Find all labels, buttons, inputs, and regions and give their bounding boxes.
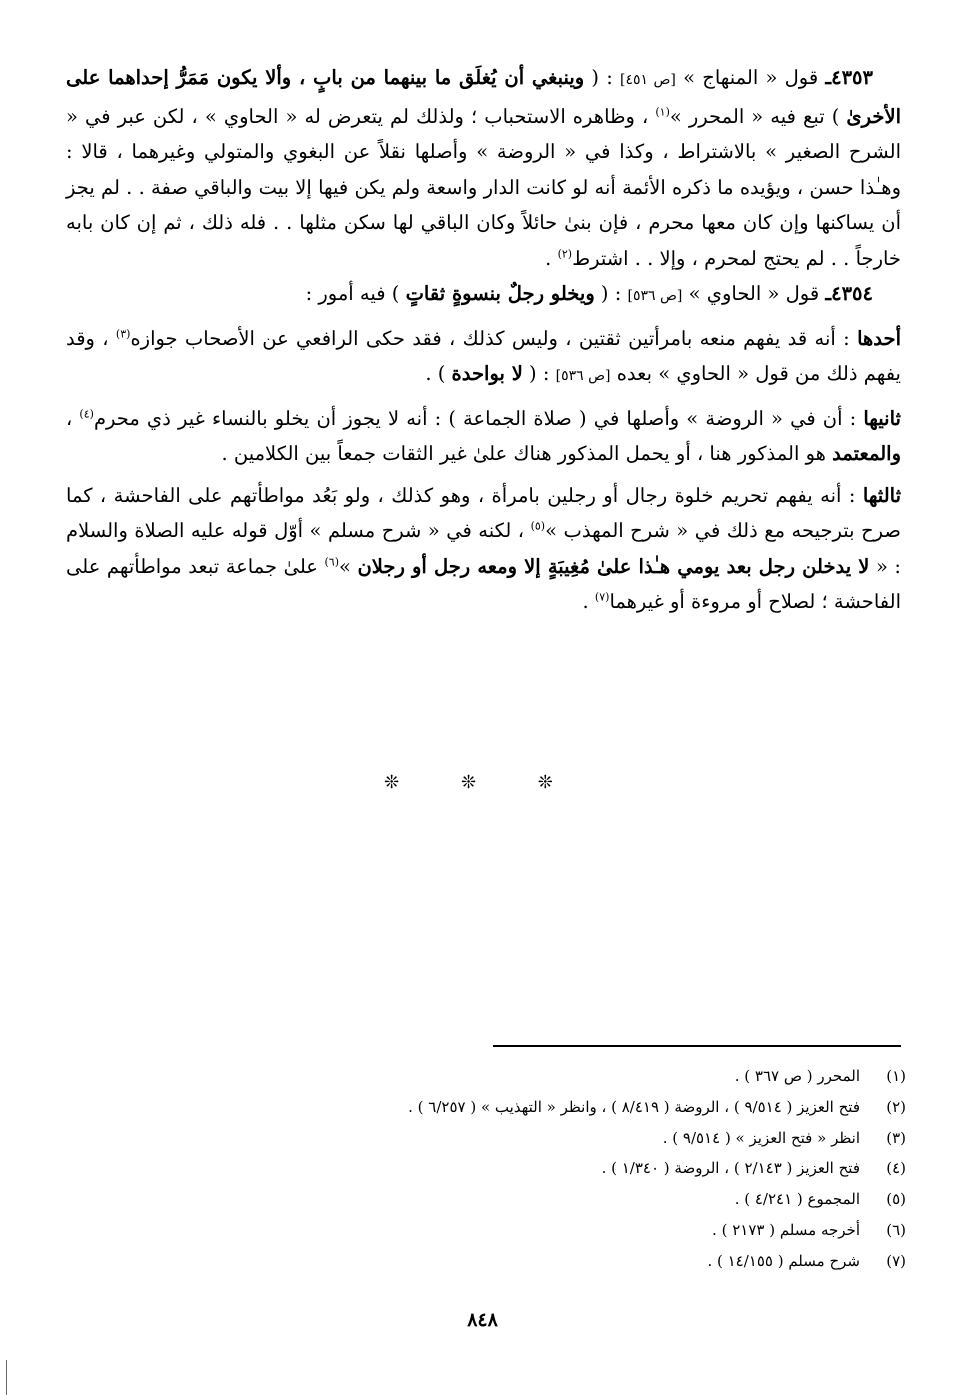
point-heading: ثانيها xyxy=(863,406,901,430)
footnote-item xyxy=(300,1061,906,1092)
footnote-marker: (٣) xyxy=(115,327,131,340)
footnote-item xyxy=(300,1123,906,1154)
footnote-number: (٤) xyxy=(886,1159,906,1178)
footnote-text: أخرجه مسلم ( ٢١٧٣ ) . xyxy=(712,1220,860,1239)
page-ref: [ص ٤٥١] xyxy=(620,72,676,88)
footnote-number: (٢) xyxy=(886,1097,906,1116)
emphasis-text: والمعتمد xyxy=(832,442,901,465)
footnote-marker: (٢) xyxy=(557,247,573,260)
footnote-text: انظر « فتح العزيز » ( ٩/٥١٤ ) . xyxy=(662,1128,860,1147)
paragraph-third: ثالثها : أنه يفهم تحريم خلوة رجال أو رجلين بامرأة ، وهو كذلك ، ولو بَعُد مواطأتهم على الفاحشة ، كما صرح بترجيحه مع ذلك في « شرح المهذب »$^{(٥)}$ ، لكنه في « شرح مسلم » أوّل قوله عليه الصلاة والسلام : « لا يدخلن رجل بعد يومي هـٰذا علىٰ مُغِيبَةٍ إلا ومعه رجل أو رجلان »$^{(٦)}$ علىٰ جماعة تبعد مواطأتهم على الفاحشة ؛ لصلاح أو مروءة أو غيرهما$^{(٧)}$ . xyxy=(66,483,901,613)
quoted-text: ويخلو رجلٌ بنسوةٍ ثقاتٍ xyxy=(405,282,595,305)
footnote-text: فتح العزيز ( ٢/١٤٣ ) ، الروضة ( ١/٣٤٠ ) . xyxy=(601,1159,860,1178)
footnote-number: (٣) xyxy=(886,1128,906,1147)
footnote-text: المجموع ( ٤/٢٤١ ) . xyxy=(734,1190,860,1209)
footnote-number: (١) xyxy=(886,1067,906,1085)
footnote-number: (٧) xyxy=(886,1251,906,1270)
page-ref: [ص ٥٣٦] xyxy=(627,288,683,304)
footnote-marker: (٥) xyxy=(530,519,546,533)
page-ref: [ص ٥٣٦] xyxy=(555,368,611,384)
paragraph-second: ثانيها : أن في « الروضة » وأصلها في ( صلاة الجماعة ) : أنه لا يجوز أن يخلو بالنساء غير ذي محرم$^{(٤)}$ ، والمعتمد هو المذكور هنا ، أو يحمل المذكور هناك علىٰ غير الثقات جمعاً بين الكلامين . xyxy=(66,406,901,465)
quoted-text: لا بواحدة xyxy=(451,362,523,385)
footnote-number: (٦) xyxy=(886,1220,906,1239)
footnote-marker: (٦) xyxy=(324,555,339,568)
footnote-marker: (١) xyxy=(655,105,670,118)
section-separator-stars: ❊ ❊ ❊ xyxy=(384,772,581,793)
quoted-text: وينبغي أن يُغلَق ما بينهما من بابٍ ، وألا يكون مَمَرُّ إحداهما على الأخرىٰ xyxy=(66,66,901,128)
main-text xyxy=(66,60,901,620)
footnote-marker: (٧) xyxy=(594,590,610,604)
footnotes xyxy=(300,1061,906,1277)
paragraph-4353: ٤٣٥٣ـ قول « المنهاج » [ص ٤٥١] : ( وينبغي أن يُغلَق ما بينهما من بابٍ ، وألا يكون مَمَرُّ إحداهما على الأخرىٰ ) تبع فيه « المحرر »$^{(١)}$ ، وظاهره الاستحباب ؛ ولذلك لم يتعرض له « الحاوي » ، لكن عبر في « الشرح الصغير » بالاشتراط ، وكذا في « الروضة » وأصلها نقلاً عن البغوي والمتولي وغيرهما ، قالا : وهـٰذا حسن ، ويؤيده ما ذكره الأئمة أنه لو كانت الدار واسعة ولم يكن فيها إلا بيت والباقي صفة . . لم يجز أن يساكنها وإن كان معها محرم ، فإن بنىٰ حائلاً وكان الباقي لها سكن مثلها . . فله ذلك ، ثم إن كان بابه خارجاً . . لم يحتج لمحرم ، وإلا . . اشترط$^{(٢)}$ . xyxy=(66,66,901,270)
footnote-divider xyxy=(493,1045,901,1047)
footnote-text: شرح مسلم ( ١٤/١٥٥ ) . xyxy=(707,1251,860,1270)
footnote-item xyxy=(300,1153,906,1184)
scan-edge-line xyxy=(6,1360,7,1395)
point-heading: أحدها xyxy=(857,326,901,350)
entry-number: ٤٣٥٣ـ xyxy=(825,66,873,89)
hadith-quote: لا يدخلن رجل بعد يومي هـٰذا علىٰ مُغِيبَةٍ إلا ومعه رجل أو رجلان xyxy=(357,554,870,578)
footnote-number: (٥) xyxy=(886,1190,906,1209)
point-heading: ثالثها xyxy=(862,483,901,507)
paragraph-first: أحدها : أنه قد يفهم منعه بامرأتين ثقتين ، وليس كذلك ، فقد حكى الرافعي عن الأصحاب جوازه$^{(٣)}$ ، وقد يفهم ذلك من قول « الحاوي » بعده [ص ٥٣٦] : ( لا بواحدة ) . xyxy=(66,326,901,385)
entry-number: ٤٣٥٤ـ xyxy=(825,282,873,305)
footnote-item xyxy=(300,1184,906,1215)
footnote-text: فتح العزيز ( ٩/٥١٤ ) ، الروضة ( ٨/٤١٩ ) ، وانظر « التهذيب » ( ٦/٢٥٧ ) . xyxy=(408,1097,860,1116)
footnote-marker: (٤) xyxy=(79,407,94,420)
footnote-item xyxy=(300,1215,906,1246)
footnote-item xyxy=(300,1092,906,1123)
paragraph-4354: ٤٣٥٤ـ قول « الحاوي » [ص ٥٣٦] : ( ويخلو رجلٌ بنسوةٍ ثقاتٍ ) فيه أمور : xyxy=(305,282,873,305)
footnote-item xyxy=(300,1246,906,1277)
footnote-text: المحرر ( ص ٣٦٧ ) . xyxy=(734,1067,860,1085)
page-number: ٨٤٨ xyxy=(467,1309,498,1331)
